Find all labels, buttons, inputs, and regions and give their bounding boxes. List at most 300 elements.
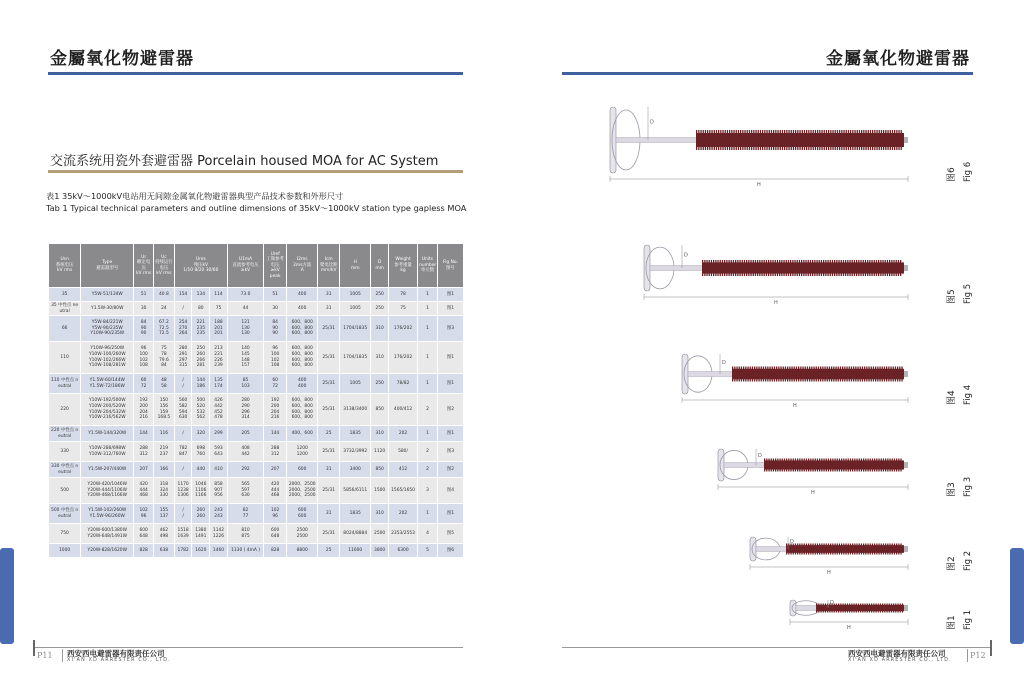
porcelain-shed-shape xyxy=(812,459,813,472)
porcelain-shed-shape xyxy=(860,604,861,613)
porcelain-shed-shape xyxy=(814,260,815,276)
header-cell xyxy=(227,244,263,288)
porcelain-shed-shape xyxy=(817,459,818,472)
cell-line: 290 xyxy=(241,403,250,409)
porcelain-shed-shape xyxy=(876,130,877,150)
porcelain-shed-shape xyxy=(848,130,849,150)
porcelain-shed-shape xyxy=(740,130,741,150)
porcelain-shed-shape xyxy=(863,130,864,150)
porcelain-shed-shape xyxy=(891,260,892,276)
cell-line: Y5W-51/134W xyxy=(91,291,123,297)
table-cell-r2 xyxy=(192,342,210,374)
cell-line: / xyxy=(182,430,184,436)
porcelain-shed-shape xyxy=(854,459,855,472)
cell-line: 442 xyxy=(214,403,223,409)
table-cell-r2 xyxy=(192,504,210,524)
table-cell-dc xyxy=(227,442,263,462)
end-cap-shape xyxy=(904,605,908,611)
porcelain-shed-shape xyxy=(741,367,742,382)
table-cell-sq xyxy=(287,544,318,558)
cell-line: 297 xyxy=(178,357,188,363)
porcelain-shed-shape xyxy=(799,260,800,276)
table-cell-h: 8024/8884 xyxy=(340,524,371,544)
table-cell-pf xyxy=(264,524,287,544)
porcelain-shed-shape xyxy=(850,544,851,555)
table-row xyxy=(49,288,464,302)
porcelain-shed-shape xyxy=(801,260,802,276)
table-cell-d: 310 xyxy=(371,426,389,442)
porcelain-shed-shape xyxy=(845,604,846,613)
dimension-d-label: D xyxy=(758,453,762,459)
porcelain-shed-shape xyxy=(764,459,765,472)
header-line: I2ms xyxy=(296,257,308,263)
porcelain-shed-shape xyxy=(784,459,785,472)
section-title: 交流系统用瓷外套避雷器 Porcelain housed MOA for AC System xyxy=(50,154,439,169)
left-page-num: 11 xyxy=(42,651,53,660)
cell-line: 400 xyxy=(298,305,307,311)
cell-line: Y10W-204/532W xyxy=(88,409,126,415)
table-cell-v: 500 中性点 neutral xyxy=(49,504,81,524)
porcelain-shed-shape xyxy=(810,130,811,150)
table-cell-pf xyxy=(264,394,287,426)
table-cell-dc xyxy=(227,462,263,478)
table-cell-f: 图1 xyxy=(437,288,463,302)
porcelain-shed-shape xyxy=(896,260,897,276)
porcelain-shed-shape xyxy=(799,130,800,150)
porcelain-shed-shape xyxy=(711,260,712,276)
cell-line: Y10W-216/562W xyxy=(88,415,126,421)
porcelain-shed-shape xyxy=(834,459,835,472)
porcelain-shed-shape xyxy=(823,459,824,472)
cell-line: 90 xyxy=(272,331,278,337)
cell-line: 204 xyxy=(270,409,280,415)
table-cell-d: 250 xyxy=(371,302,389,316)
porcelain-shed-shape xyxy=(838,604,839,613)
table-cell-v: 330 xyxy=(49,442,81,462)
porcelain-shed-shape xyxy=(782,459,783,472)
table-cell-v: 35 xyxy=(49,288,81,302)
cell-line: 600、800 xyxy=(291,325,313,331)
table-cell-cr: 31 xyxy=(318,302,340,316)
table-cell-uc xyxy=(154,394,175,426)
table-cell-d: 310 xyxy=(371,504,389,524)
porcelain-shed-shape xyxy=(893,260,894,276)
cell-line: 51 xyxy=(272,291,278,297)
spec-table-header xyxy=(49,244,464,288)
table-cell-u: 2 xyxy=(418,394,438,426)
cell-line: 426 xyxy=(214,398,223,404)
porcelain-shed-shape xyxy=(871,260,872,276)
table-cell-r3 xyxy=(210,394,228,426)
table-cell-r2 xyxy=(192,478,210,504)
porcelain-shed-shape xyxy=(818,367,819,382)
porcelain-shed-shape xyxy=(810,260,811,276)
cell-line: 130 xyxy=(241,331,250,337)
table-cell-pf xyxy=(264,442,287,462)
table-cell-f: 图4 xyxy=(437,478,463,504)
porcelain-shed-shape xyxy=(873,604,874,613)
porcelain-shed-shape xyxy=(714,130,715,150)
porcelain-shed-shape xyxy=(703,130,704,150)
table-cell-ur xyxy=(134,426,154,442)
porcelain-shed-shape xyxy=(748,260,749,276)
porcelain-shed-shape xyxy=(722,260,723,276)
porcelain-shed-shape xyxy=(791,367,792,382)
porcelain-shed-shape xyxy=(764,130,765,150)
header-cell xyxy=(154,244,175,288)
cell-line: Y1.5W-96/260W xyxy=(89,513,125,519)
table-cell-r2 xyxy=(192,288,210,302)
cell-line: 412 xyxy=(398,466,408,472)
porcelain-shed-shape xyxy=(896,130,897,150)
cell-line: 96 xyxy=(272,513,278,519)
table-cell-r1 xyxy=(174,394,192,426)
cell-line: Y5W-84/221W xyxy=(91,320,123,326)
porcelain-shed-shape xyxy=(805,367,806,382)
dimension-d-label: D xyxy=(722,360,726,366)
porcelain-shed-shape xyxy=(859,459,860,472)
porcelain-shed-shape xyxy=(797,260,798,276)
cell-line: 260 xyxy=(196,351,206,357)
grading-ring-shape xyxy=(750,537,756,561)
cell-line: 145 xyxy=(241,351,250,357)
table-cell-u: 1 xyxy=(418,342,438,374)
porcelain-shed-shape xyxy=(865,544,866,555)
porcelain-shed-shape xyxy=(835,367,836,382)
porcelain-shed-shape xyxy=(722,130,723,150)
porcelain-shed-shape xyxy=(864,604,865,613)
porcelain-shed-shape xyxy=(886,367,887,382)
table-cell-sq xyxy=(287,426,318,442)
cell-line: 108 xyxy=(270,363,280,369)
table-caption-en: Tab 1 Typical technical parameters and outline dimensions of 35kV～1000kV station type gapless MOA xyxy=(46,203,467,213)
header-line: 直流参考电压 xyxy=(232,262,259,268)
table-cell-ur xyxy=(134,374,154,394)
porcelain-shed-shape xyxy=(801,459,802,472)
cell-line: Y10W-90/235W xyxy=(90,331,125,337)
table-cell-t xyxy=(81,302,134,316)
table-cell-u: 1 xyxy=(418,504,438,524)
porcelain-shed-shape xyxy=(858,260,859,276)
porcelain-shed-shape xyxy=(786,130,787,150)
cell-line: 408 xyxy=(241,445,250,451)
header-cell xyxy=(287,244,318,288)
cell-line: 442 xyxy=(241,451,250,457)
cell-line: 166 xyxy=(159,466,169,472)
porcelain-shed-shape xyxy=(885,459,886,472)
cell-line: Y1.5W-30/80W xyxy=(91,305,124,311)
table-cell-dc xyxy=(227,544,263,558)
porcelain-shed-shape xyxy=(854,544,855,555)
header-line: Ur xyxy=(141,254,147,260)
porcelain-shed-shape xyxy=(797,459,798,472)
porcelain-shed-shape xyxy=(878,260,879,276)
porcelain-shed-shape xyxy=(879,130,880,150)
porcelain-shed-shape xyxy=(762,130,763,150)
cell-line: / xyxy=(182,383,184,389)
table-cell-r1 xyxy=(174,374,192,394)
table-cell-v: 110 xyxy=(49,342,81,374)
fig-label-en: Fig 6 xyxy=(963,161,973,182)
table-cell-r2 xyxy=(192,426,210,442)
porcelain-shed-shape xyxy=(731,130,732,150)
porcelain-shed-shape xyxy=(766,130,767,150)
cell-line: 72.5 xyxy=(159,325,169,331)
table-cell-v: 750 xyxy=(49,524,81,544)
porcelain-shed-shape xyxy=(867,260,868,276)
porcelain-shed-shape xyxy=(887,459,888,472)
cell-line: 159 xyxy=(159,409,169,415)
right-page-tab xyxy=(1010,548,1024,644)
cell-line: 60 xyxy=(272,377,278,383)
table-cell-v: 66 xyxy=(49,316,81,342)
cell-line: Y1.5W-144/320W xyxy=(88,430,127,436)
cell-line: 638 xyxy=(159,547,169,553)
dimension-h-label: H xyxy=(793,403,797,409)
cell-line: 1639 xyxy=(177,533,189,539)
cell-line: 144 xyxy=(270,430,280,436)
cell-line: 2500 xyxy=(296,533,308,539)
table-cell-pf xyxy=(264,342,287,374)
porcelain-shed-shape xyxy=(825,260,826,276)
porcelain-shed-shape xyxy=(800,367,801,382)
cell-line: 600、800 xyxy=(291,331,313,337)
cell-line: 96 xyxy=(140,346,147,352)
cell-line: 400、600 xyxy=(291,430,313,436)
porcelain-shed-shape xyxy=(881,544,882,555)
table-cell-d: 1120 xyxy=(371,442,389,462)
table-cell-t xyxy=(81,394,134,426)
cell-line: 288 xyxy=(139,445,148,451)
table-cell-ur xyxy=(134,504,154,524)
table-cell-r3 xyxy=(210,544,228,558)
cell-line: 100 xyxy=(139,351,148,357)
porcelain-shed-shape xyxy=(851,367,852,382)
porcelain-shed-shape xyxy=(786,544,787,555)
porcelain-shed-shape xyxy=(750,260,751,276)
fig-label-en: Fig 4 xyxy=(963,384,973,405)
table-cell-v: 500 xyxy=(49,478,81,504)
table-cell-d: 310 xyxy=(371,316,389,342)
porcelain-shed-shape xyxy=(853,604,854,613)
porcelain-shed-shape xyxy=(852,544,853,555)
cell-line: 72.5 xyxy=(159,331,169,337)
cell-line: 1200 xyxy=(296,445,308,451)
table-row xyxy=(49,302,464,316)
cell-line: Y10W-100/260W xyxy=(88,351,126,357)
porcelain-shed-shape xyxy=(881,130,882,150)
porcelain-shed-shape xyxy=(883,544,884,555)
porcelain-shed-shape xyxy=(793,459,794,472)
cell-line: 90 xyxy=(140,325,147,331)
cell-line: 204 xyxy=(139,409,148,415)
porcelain-shed-shape xyxy=(816,367,817,382)
porcelain-shed-shape xyxy=(889,260,890,276)
porcelain-shed-shape xyxy=(795,130,796,150)
cell-line: Y20W-600/1380W xyxy=(87,527,127,533)
cell-line: / xyxy=(182,507,184,513)
porcelain-shed-shape xyxy=(726,260,727,276)
table-cell-v: 110 中性点 neutral xyxy=(49,374,81,394)
porcelain-shed-shape xyxy=(880,604,881,613)
grading-ring-shape xyxy=(790,600,796,616)
table-cell-w xyxy=(388,442,417,462)
dimension-h-label: H xyxy=(811,490,815,496)
porcelain-shed-shape xyxy=(848,459,849,472)
table-cell-h: 1005 xyxy=(340,302,371,316)
table-cell-w xyxy=(388,288,417,302)
porcelain-shed-shape xyxy=(772,367,773,382)
cell-line: 315 xyxy=(178,363,188,369)
table-cell-f: 图2 xyxy=(437,462,463,478)
cell-line: 782 xyxy=(178,445,188,451)
porcelain-shed-shape xyxy=(890,367,891,382)
cell-line: 440 xyxy=(196,466,206,472)
porcelain-shed-shape xyxy=(891,604,892,613)
cell-line: 270 xyxy=(178,325,188,331)
porcelain-shed-shape xyxy=(824,130,825,150)
header-line: 参考重量 xyxy=(394,262,412,268)
table-cell-r2 xyxy=(192,316,210,342)
cell-line: 80 xyxy=(198,305,204,311)
cell-line: 291 xyxy=(178,351,188,357)
porcelain-shed-shape xyxy=(837,130,838,150)
porcelain-shed-shape xyxy=(868,367,869,382)
cell-line: 207 xyxy=(270,466,280,472)
table-cell-r1 xyxy=(174,302,192,316)
porcelain-shed-shape xyxy=(842,604,843,613)
porcelain-shed-shape xyxy=(702,260,703,276)
cell-line: 1565/1650 xyxy=(391,487,415,493)
right-page-num: 12 xyxy=(975,651,986,660)
porcelain-shed-shape xyxy=(898,459,899,472)
table-cell-uc xyxy=(154,374,175,394)
porcelain-shed-shape xyxy=(875,367,876,382)
table-cell-pf xyxy=(264,288,287,302)
table-cell-pf xyxy=(264,426,287,442)
cell-line: 2000、2500 xyxy=(288,493,316,499)
fig-label-cn: 图2 xyxy=(947,556,957,571)
porcelain-shed-shape xyxy=(782,130,783,150)
end-cap-shape xyxy=(904,462,908,468)
cell-line: 250 xyxy=(196,346,206,352)
right-company-cn: 西安西电避雷器有限责任公司 xyxy=(848,649,946,658)
header-line: mm xyxy=(350,265,360,271)
cell-line: 130 xyxy=(241,325,250,331)
porcelain-shed-shape xyxy=(803,260,804,276)
porcelain-shed-shape xyxy=(802,367,803,382)
table-cell-t xyxy=(81,442,134,462)
porcelain-shed-shape xyxy=(781,260,782,276)
cell-line: 30 xyxy=(272,305,278,311)
porcelain-shed-shape xyxy=(863,260,864,276)
table-caption-cn: 表1 35kV～1000kV电站用无间隙金属氧化物避雷器典型产品技术参数和外形尺寸 xyxy=(46,191,344,201)
porcelain-shed-shape xyxy=(872,459,873,472)
left-company-cn: 西安西电避雷器有限责任公司 xyxy=(67,649,165,658)
table-cell-r3 xyxy=(210,302,228,316)
table-cell-h: 5856/6111 xyxy=(340,478,371,504)
header-line: 残压kV xyxy=(193,262,208,268)
cell-line: Y10W-288/698W xyxy=(88,445,126,451)
porcelain-shed-shape xyxy=(794,260,795,276)
table-cell-f: 图2 xyxy=(437,394,463,426)
cell-line: 154 xyxy=(178,291,188,297)
porcelain-shed-shape xyxy=(810,459,811,472)
header-line: D xyxy=(377,260,382,266)
table-cell-w xyxy=(388,394,417,426)
cell-line: 648 xyxy=(270,533,280,539)
header-line: 持续运行电压 xyxy=(155,260,173,271)
cell-line: 168.5 xyxy=(157,415,171,421)
cell-line: 600、800 xyxy=(291,320,313,326)
cell-line: 582 xyxy=(178,403,188,409)
cell-line: 84 xyxy=(161,363,167,369)
porcelain-shed-shape xyxy=(727,130,728,150)
table-row xyxy=(49,544,464,558)
porcelain-shed-shape xyxy=(878,544,879,555)
cell-line: 140 xyxy=(241,346,250,352)
porcelain-shed-shape xyxy=(737,260,738,276)
porcelain-shed-shape xyxy=(756,367,757,382)
cell-line: 75 xyxy=(400,305,406,311)
header-line: Ures xyxy=(195,257,206,263)
cell-line: 600、800 xyxy=(291,351,313,357)
porcelain-shed-shape xyxy=(876,544,877,555)
table-cell-sq xyxy=(287,316,318,342)
porcelain-shed-shape xyxy=(832,459,833,472)
left-footer-accent xyxy=(33,640,35,656)
porcelain-shed-shape xyxy=(893,604,894,613)
table-cell-h: 1835 xyxy=(340,426,371,442)
cell-line: 90 xyxy=(272,325,278,331)
porcelain-shed-shape xyxy=(874,544,875,555)
porcelain-shed-shape xyxy=(859,130,860,150)
table-cell-uc xyxy=(154,316,175,342)
cell-line: 202 xyxy=(398,510,408,516)
mount-shaft-shape xyxy=(616,138,706,143)
table-cell-sq xyxy=(287,342,318,374)
porcelain-shed-shape xyxy=(882,367,883,382)
cell-line: 320 xyxy=(196,430,206,436)
table-cell-h: 3400 xyxy=(340,462,371,478)
table-cell-r2 xyxy=(192,524,210,544)
header-line: Weight xyxy=(395,257,411,263)
porcelain-shed-shape xyxy=(790,544,791,555)
cell-line: 30 xyxy=(140,305,147,311)
header-cell xyxy=(49,244,81,288)
porcelain-shed-shape xyxy=(861,459,862,472)
table-cell-r2 xyxy=(192,302,210,316)
cell-line: 216 xyxy=(270,415,280,421)
porcelain-shed-shape xyxy=(746,260,747,276)
fig-label-cn: 图4 xyxy=(947,390,957,405)
porcelain-shed-shape xyxy=(801,544,802,555)
cell-line: 600、800 xyxy=(291,415,313,421)
porcelain-shed-shape xyxy=(893,367,894,382)
porcelain-shed-shape xyxy=(709,260,710,276)
porcelain-shed-shape xyxy=(856,459,857,472)
porcelain-shed-shape xyxy=(704,260,705,276)
porcelain-shed-shape xyxy=(761,367,762,382)
porcelain-shed-shape xyxy=(878,459,879,472)
porcelain-shed-shape xyxy=(755,130,756,150)
porcelain-shed-shape xyxy=(889,459,890,472)
end-cap-shape xyxy=(904,265,908,271)
table-cell-sq xyxy=(287,302,318,316)
table-cell-r2 xyxy=(192,394,210,426)
header-line: kV rms xyxy=(57,268,73,274)
porcelain-shed-shape xyxy=(865,260,866,276)
